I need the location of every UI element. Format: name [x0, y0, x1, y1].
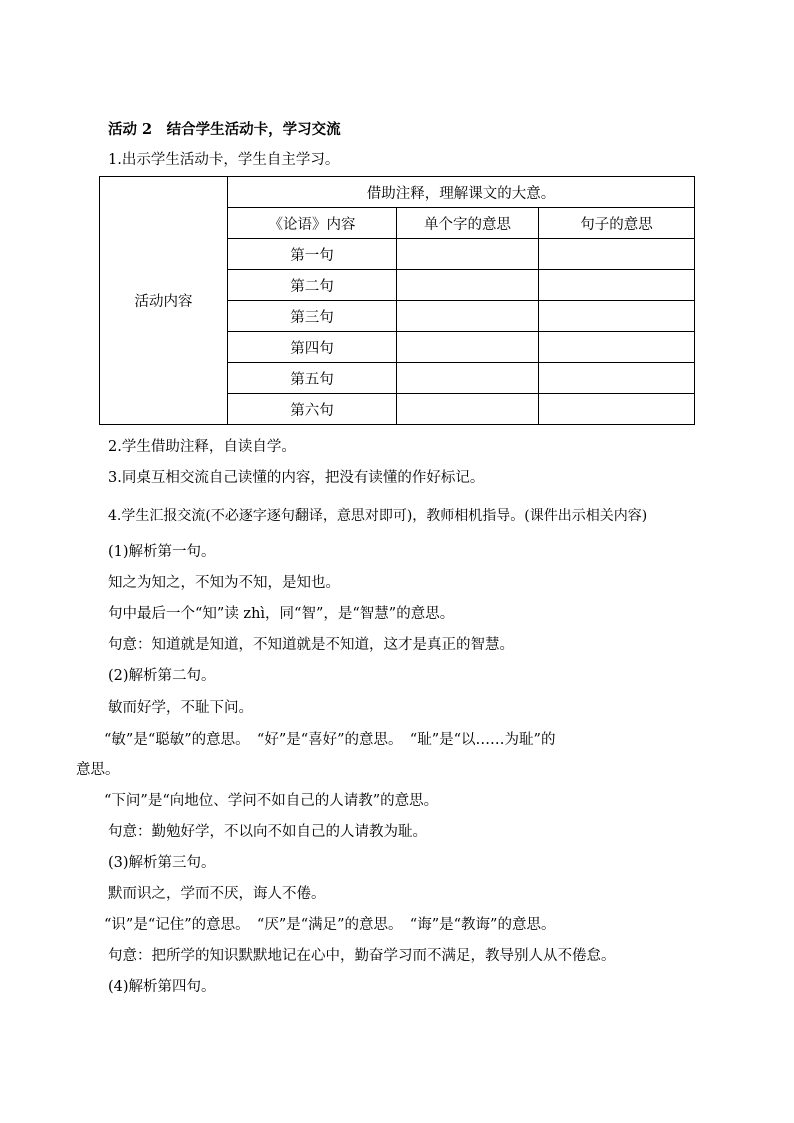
row-label: 第五句 [228, 363, 397, 394]
empty-cell [397, 270, 539, 301]
paragraph-3: 3.同桌互相交流自己读懂的内容，把没有读懂的作好标记。 [108, 470, 485, 486]
empty-cell [539, 332, 695, 363]
section-3-title: (3)解析第三句。 [108, 855, 216, 871]
empty-cell [539, 270, 695, 301]
empty-cell [397, 239, 539, 270]
section-1-note: 句中最后一个“知”读 zhì，同“智”，是“智慧”的意思。 [108, 606, 455, 622]
empty-cell [539, 363, 695, 394]
column-header: 句子的意思 [539, 208, 695, 239]
row-label: 第六句 [228, 394, 397, 425]
empty-cell [397, 301, 539, 332]
section-1-meaning: 句意：知道就是知道，不知道就是不知道，这才是真正的智慧。 [108, 637, 514, 653]
section-4-title: (4)解析第四句。 [108, 979, 216, 995]
empty-cell [397, 363, 539, 394]
empty-cell [397, 332, 539, 363]
section-2-text: 敏而好学，不耻下问。 [108, 700, 253, 716]
table-top-header: 借助注释，理解课文的大意。 [228, 177, 695, 208]
row-label: 第三句 [228, 301, 397, 332]
section-3-note: “识”是“记住”的意思。 “厌”是“满足”的意思。 “诲”是“教诲”的意思。 [104, 917, 556, 933]
paragraph-1: 1.出示学生活动卡，学生自主学习。 [108, 152, 340, 168]
section-2-note-line1: “敏”是“聪敏”的意思。 “好”是“喜好”的意思。 “耻”是“以……为耻”的 [104, 732, 556, 748]
section-2-meaning: 句意：勤勉好学，不以向不如自己的人请教为耻。 [108, 824, 427, 840]
row-label: 第一句 [228, 239, 397, 270]
empty-cell [539, 301, 695, 332]
paragraph-4: 4.学生汇报交流(不必逐字逐句翻译，意思对即可)，教师相机指导。(课件出示相关内容) [108, 508, 648, 524]
section-3-text: 默而识之，学而不厌，诲人不倦。 [108, 886, 326, 902]
section-2-title: (2)解析第二句。 [108, 668, 216, 684]
empty-cell [397, 394, 539, 425]
section-1-text: 知之为知之，不知为不知，是知也。 [108, 575, 340, 591]
column-header: 单个字的意思 [397, 208, 539, 239]
empty-cell [539, 394, 695, 425]
activity-table [99, 176, 695, 425]
section-3-meaning: 句意：把所学的知识默默地记在心中，勤奋学习而不满足，教导别人从不倦怠。 [108, 948, 616, 964]
row-label: 第二句 [228, 270, 397, 301]
paragraph-2: 2.学生借助注释，自读自学。 [108, 439, 296, 455]
row-label: 第四句 [228, 332, 397, 363]
section-1-title: (1)解析第一句。 [108, 544, 216, 560]
section-2-note-line2: 意思。 [76, 762, 120, 778]
column-header: 《论语》内容 [228, 208, 397, 239]
row-header-cell: 活动内容 [100, 177, 228, 425]
empty-cell [539, 239, 695, 270]
section-2-note2: “下问”是“向地位、学问不如自己的人请教”的意思。 [104, 793, 439, 809]
activity-heading: 活动 2 结合学生活动卡，学习交流 [108, 121, 341, 138]
